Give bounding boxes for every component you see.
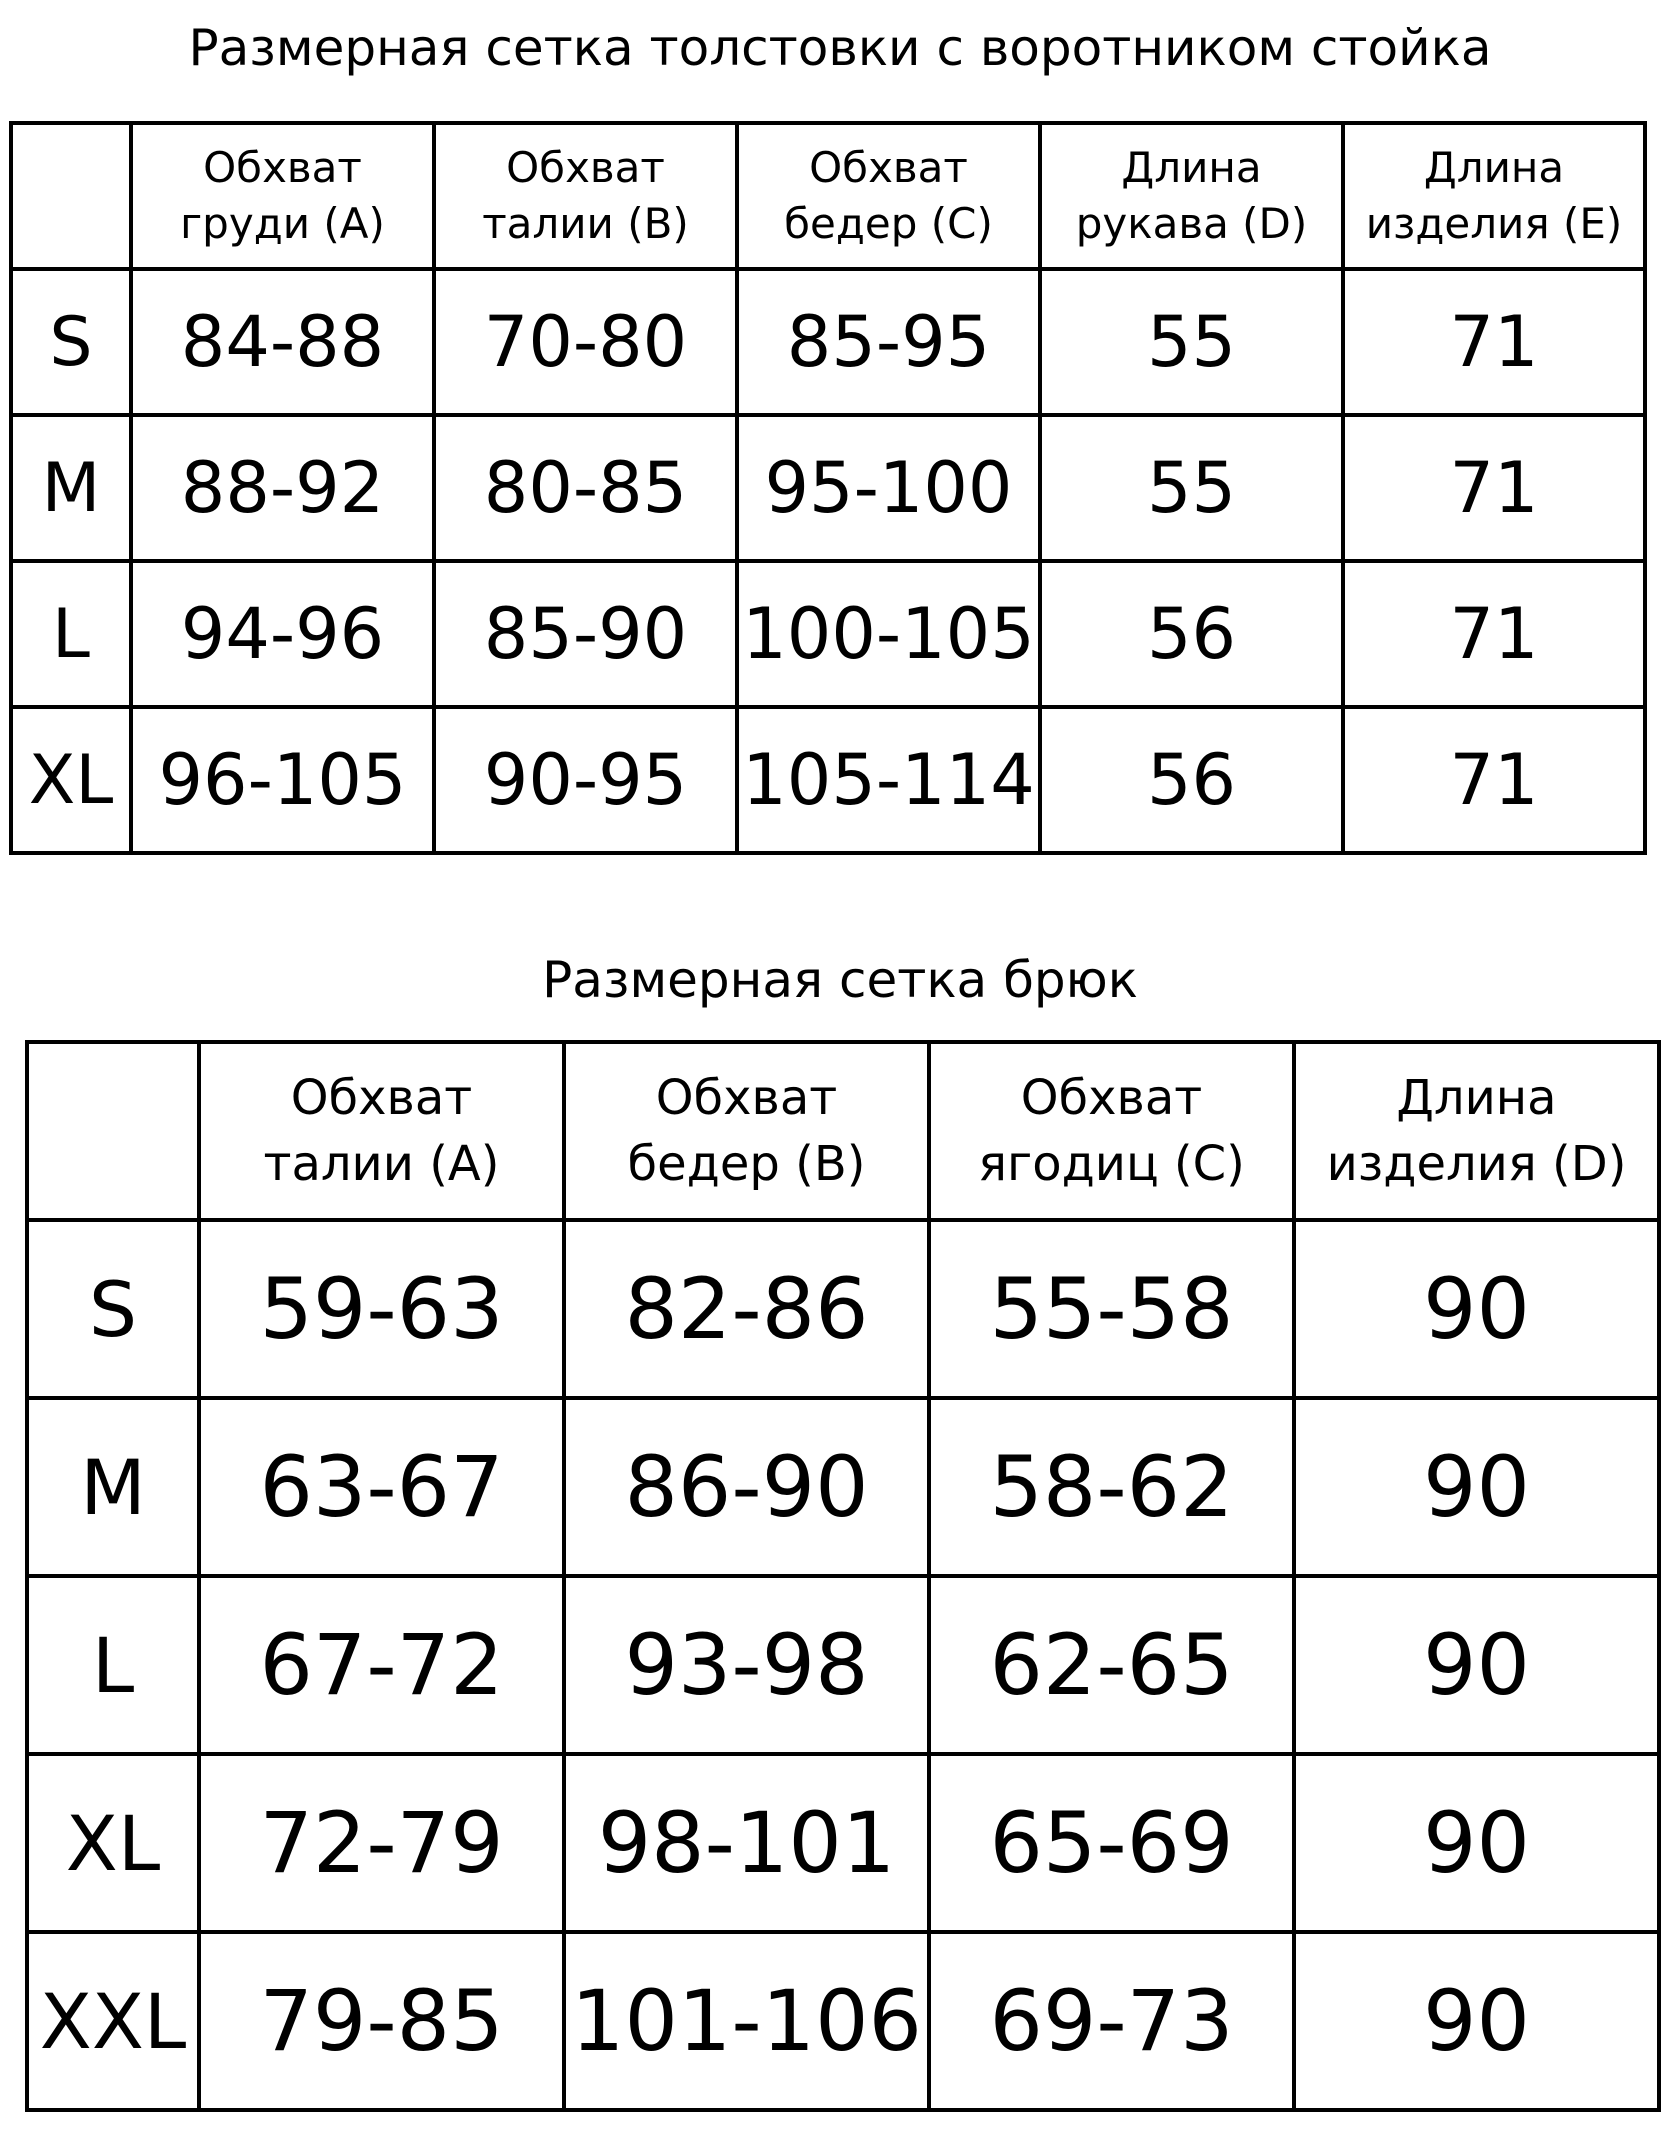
table-cell: 90 bbox=[1294, 1932, 1659, 2110]
table-cell: 100-105 bbox=[737, 561, 1040, 707]
table-cell: 90 bbox=[1294, 1754, 1659, 1932]
table-row bbox=[27, 1220, 1659, 1398]
size-label: XL bbox=[11, 707, 131, 853]
table-cell: 67-72 bbox=[199, 1576, 564, 1754]
size-label: M bbox=[11, 415, 131, 561]
table-cell: 80-85 bbox=[434, 415, 737, 561]
pants-size-table bbox=[25, 1040, 1661, 2112]
table-cell: 71 bbox=[1343, 415, 1645, 561]
table-cell: 79-85 bbox=[199, 1932, 564, 2110]
column-header: Длина рукава (D) bbox=[1040, 123, 1343, 269]
column-header: Обхват ягодиц (С) bbox=[929, 1042, 1294, 1220]
table-cell: 90 bbox=[1294, 1398, 1659, 1576]
column-header: Длина изделия (Е) bbox=[1343, 123, 1645, 269]
table-cell: 62-65 bbox=[929, 1576, 1294, 1754]
table-cell: 72-79 bbox=[199, 1754, 564, 1932]
table-row bbox=[11, 415, 1645, 561]
table-cell: 69-73 bbox=[929, 1932, 1294, 2110]
table-cell: 98-101 bbox=[564, 1754, 929, 1932]
table-cell: 71 bbox=[1343, 707, 1645, 853]
corner-cell bbox=[27, 1042, 199, 1220]
table-row bbox=[27, 1398, 1659, 1576]
table-row bbox=[11, 561, 1645, 707]
table-cell: 90 bbox=[1294, 1576, 1659, 1754]
size-label: L bbox=[11, 561, 131, 707]
header-row bbox=[27, 1042, 1659, 1220]
table-cell: 56 bbox=[1040, 561, 1343, 707]
column-header: Обхват талии (В) bbox=[434, 123, 737, 269]
column-header: Обхват талии (А) bbox=[199, 1042, 564, 1220]
table-row bbox=[11, 707, 1645, 853]
size-label: XXL bbox=[27, 1932, 199, 2110]
table-cell: 96-105 bbox=[131, 707, 434, 853]
column-header: Обхват груди (А) bbox=[131, 123, 434, 269]
corner-cell bbox=[11, 123, 131, 269]
table-cell: 71 bbox=[1343, 561, 1645, 707]
table-cell: 94-96 bbox=[131, 561, 434, 707]
table-cell: 105-114 bbox=[737, 707, 1040, 853]
size-label: S bbox=[11, 269, 131, 415]
table-cell: 84-88 bbox=[131, 269, 434, 415]
table-cell: 85-90 bbox=[434, 561, 737, 707]
table-cell: 90 bbox=[1294, 1220, 1659, 1398]
column-header: Обхват бедер (С) bbox=[737, 123, 1040, 269]
table-cell: 65-69 bbox=[929, 1754, 1294, 1932]
table-cell: 59-63 bbox=[199, 1220, 564, 1398]
table-cell: 88-92 bbox=[131, 415, 434, 561]
table-row bbox=[27, 1754, 1659, 1932]
table-cell: 55-58 bbox=[929, 1220, 1294, 1398]
size-label: XL bbox=[27, 1754, 199, 1932]
table-cell: 55 bbox=[1040, 269, 1343, 415]
table-row bbox=[11, 269, 1645, 415]
table-cell: 63-67 bbox=[199, 1398, 564, 1576]
table-cell: 86-90 bbox=[564, 1398, 929, 1576]
table-cell: 71 bbox=[1343, 269, 1645, 415]
table-cell: 101-106 bbox=[564, 1932, 929, 2110]
table-cell: 93-98 bbox=[564, 1576, 929, 1754]
size-label: S bbox=[27, 1220, 199, 1398]
table-cell: 70-80 bbox=[434, 269, 737, 415]
table-cell: 82-86 bbox=[564, 1220, 929, 1398]
table-cell: 90-95 bbox=[434, 707, 737, 853]
table-cell: 56 bbox=[1040, 707, 1343, 853]
column-header: Длина изделия (D) bbox=[1294, 1042, 1659, 1220]
size-label: M bbox=[27, 1398, 199, 1576]
table-cell: 95-100 bbox=[737, 415, 1040, 561]
size-label: L bbox=[27, 1576, 199, 1754]
table-row bbox=[27, 1576, 1659, 1754]
table-cell: 58-62 bbox=[929, 1398, 1294, 1576]
table-cell: 85-95 bbox=[737, 269, 1040, 415]
header-row bbox=[11, 123, 1645, 269]
pants-size-chart-title: Размерная сетка брюк bbox=[542, 951, 1138, 1009]
hoodie-size-chart-title: Размерная сетка толстовки с воротником стойка bbox=[188, 19, 1492, 77]
table-cell: 55 bbox=[1040, 415, 1343, 561]
column-header: Обхват бедер (В) bbox=[564, 1042, 929, 1220]
hoodie-size-table bbox=[9, 121, 1647, 855]
table-row bbox=[27, 1932, 1659, 2110]
